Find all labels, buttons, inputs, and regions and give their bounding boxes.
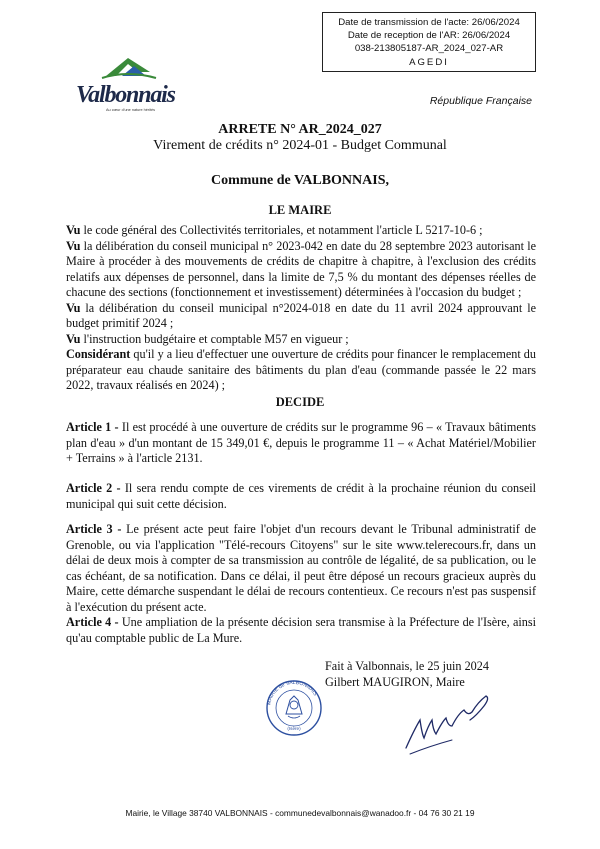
- commune-heading: Commune de VALBONNAIS,: [210, 173, 389, 188]
- footer-address: Mairie, le Village 38740 VALBONNAIS - communedevalbonnais@wanadoo.fr - 04 76 30 21 19: [125, 808, 475, 818]
- handwritten-signature: [400, 690, 500, 760]
- signature-block: [325, 659, 489, 690]
- visas-section: [66, 223, 536, 394]
- logo-name: Valbonnais: [76, 82, 176, 108]
- signatory-name: Gilbert MAUGIRON, Maire: [325, 674, 465, 689]
- visa-item: Vu le code général des Collectivités territoriales, et notamment l'article L 5217-10-6 ;: [66, 223, 483, 237]
- place-date: Fait à Valbonnais, le 25 juin 2024: [325, 659, 489, 673]
- article-4: Article 4 - Une ampliation de la présente décision sera transmise à la Préfecture de l'Isère, ainsi qu'au comptable public de La Mure.: [66, 615, 536, 645]
- visa-item: Vu la délibération du conseil municipal n° 2023-042 en date du 28 septembre 2023 autorisant le Maire à procéder à des mouvements de crédits de chapitre à chapitre, à l'exclusion des crédits relatifs aux dépenses de personnel, dans la limite de 7,5 % du montant des dépenses réelles de chacune des sections (fonctionnement et investissement) déterminées à l'occasion du budget ;: [66, 238, 536, 299]
- considerant-item: Considérant qu'il y a lieu d'effectuer une ouverture de crédits pour financer le remplacement du préparateur eau chaude sanitaire des bâtiments du plan d'eau (commande passée le 22 mars 2022, travaux réalisés en 2024) ;: [66, 347, 536, 392]
- maire-heading: LE MAIRE: [268, 203, 332, 217]
- arrete-subtitle: Virement de crédits n° 2024-01 - Budget Communal: [153, 138, 447, 153]
- svg-text:MAIRIE de VALBONNAIS: MAIRIE de VALBONNAIS: [266, 679, 319, 706]
- transmission-box: [322, 12, 536, 72]
- agedi-label: AGEDI: [409, 56, 449, 68]
- valbonnais-logo: [72, 52, 184, 116]
- act-identifier: 038-213805187-AR_2024_027-AR: [354, 43, 504, 55]
- article-1: Article 1 - Il est procédé à une ouverture de crédits sur le programme 96 – « Travaux bâtiments plan d'eau » d'un montant de 15 349,01 €, depuis le programme 11 – « Achat Matériel/Mobilier + Terrains » à l'article 2131.: [66, 420, 537, 465]
- ar-reception-date: Date de reception de l'AR: 26/06/2024: [347, 30, 511, 42]
- mairie-seal-stamp: [262, 678, 326, 738]
- transmission-date: Date de transmission de l'acte: 26/06/2024: [338, 17, 520, 28]
- svg-text:(Isère): (Isère): [287, 726, 301, 731]
- article-2: Article 2 - Il sera rendu compte de ces virements de crédit à la prochaine réunion du conseil municipal qui suit cette décision.: [66, 481, 537, 511]
- visa-item: Vu l'instruction budgétaire et comptable M57 en vigueur ;: [66, 331, 349, 346]
- decide-heading: DECIDE: [275, 395, 325, 409]
- republique-francaise: République Française: [429, 95, 532, 107]
- visa-item: Vu la délibération du conseil municipal n°2024-018 en date du 11 avril 2024 approuvant le budget primitif 2024 ;: [66, 300, 536, 330]
- article-3: Article 3 - Le présent acte peut faire l'objet d'un recours devant le Tribunal administratif de Grenoble, ou via l'application "Télé-recours Citoyens" sur le site www.telerecours.fr, dans un délai de deux mois à compter de sa transmission au contrôle de légalité, de sa publication, ou le cas échéant, de sa notification. Dans ce délai, il peut être déposé un recours gracieux auprès du Maire, cette démarche suspendant le délai de recours contentieux. Ce recours n'est pas suspensif à l'exécution du présent acte.: [66, 522, 537, 614]
- logo-tagline: Au cœur d'une nature hérités: [106, 108, 156, 112]
- arrete-title: ARRETE N° AR_2024_027: [218, 122, 382, 137]
